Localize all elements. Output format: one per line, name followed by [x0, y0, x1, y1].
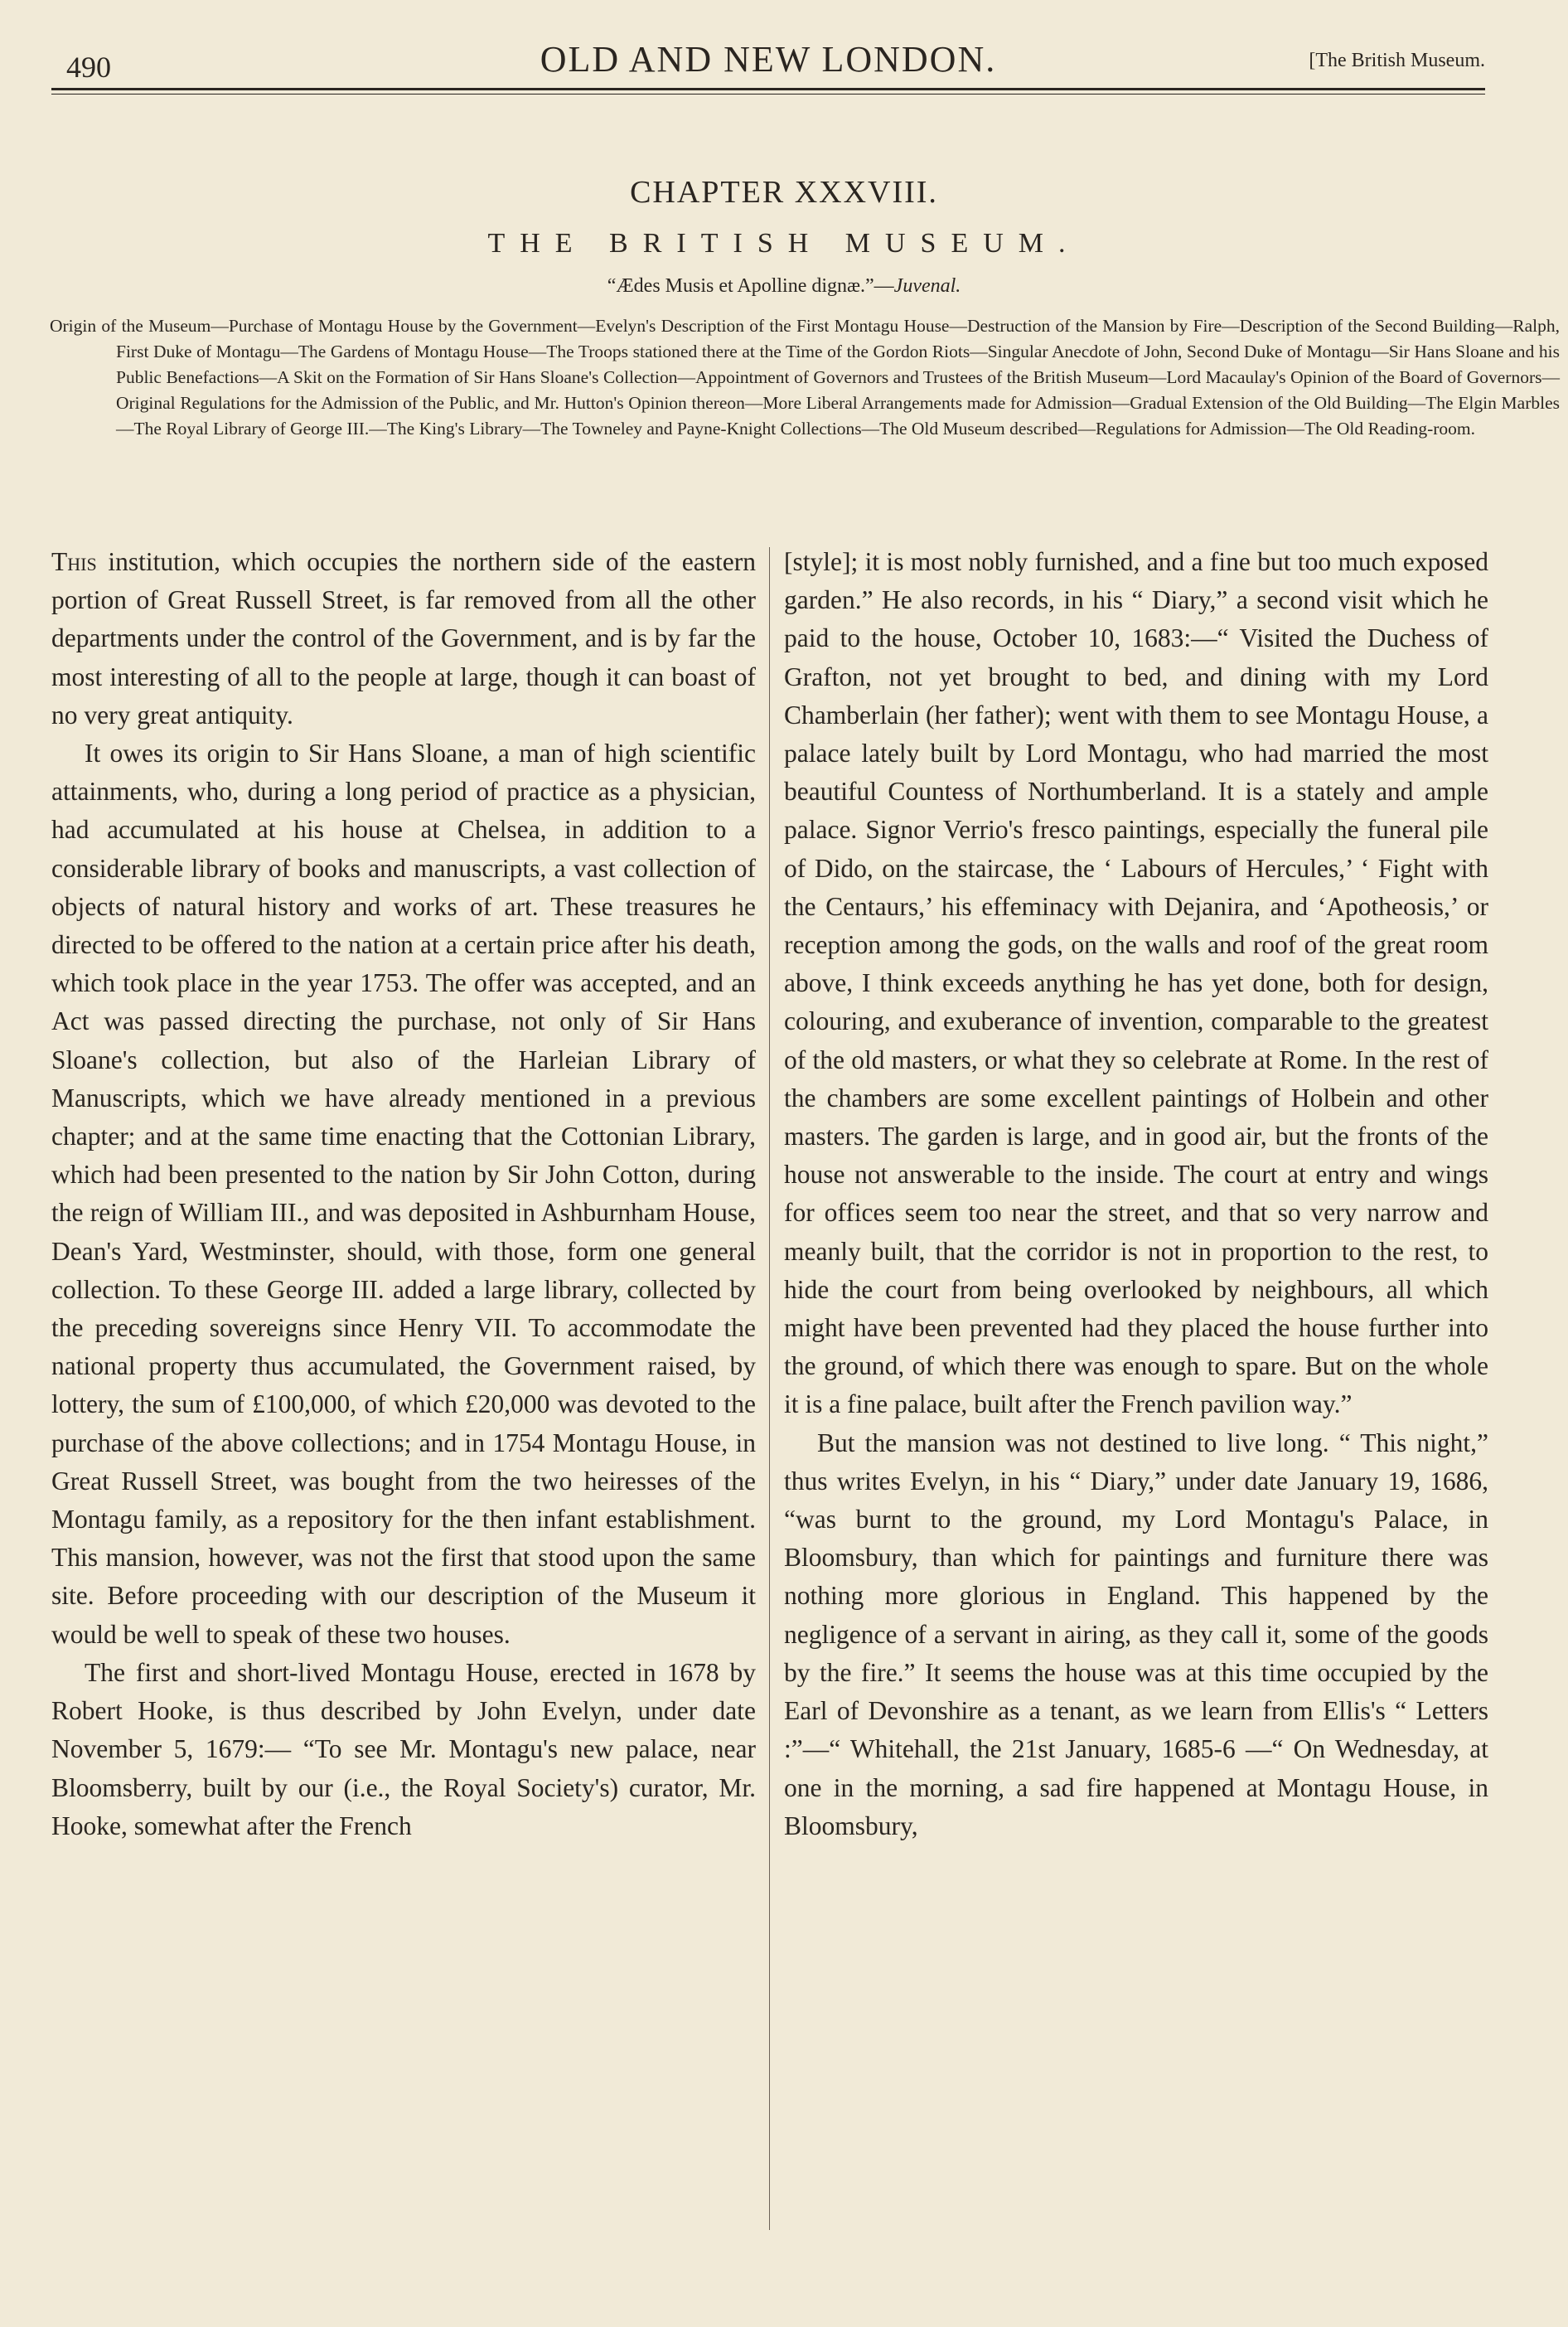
epigraph	[0, 275, 1568, 298]
paragraph-text: institution, which occupies the northern side of the eastern portion of Great Russell Street, is far removed from all the other departments under the control of the Government, and is by far the most interesting of all to the people at large, though it can boast of no very great antiquity.	[51, 547, 756, 730]
epigraph-author: Juvenal.	[893, 275, 961, 297]
running-title: OLD AND NEW LONDON.	[540, 39, 997, 80]
paragraph	[51, 543, 756, 734]
paragraph: It owes its origin to Sir Hans Sloane, a man of high scientific attainments, who, during a long period of practice as a physician, had accumulated at his house at Chelsea, in addition to a considerable library of books and manuscripts, a vast collection of objects of natural history and works of art. These treasures he directed to be offered to the nation at a certain price after his death, which took place in the year 1753. The offer was accepted, and an Act was passed directing the purchase, not only of Sir Hans Sloane's collection, but also of the Harleian Library of Manuscripts, which we have already mentioned in a previous chapter; and at the same time enacting that the Cottonian Library, which had been presented to the nation by Sir John Cotton, during the reign of William III., and was deposited in Ashburnham House, Dean's Yard, Westminster, should, with those, form one general collection. To these George III. added a large library, collected by the preceding sovereigns since Henry VII. To accommodate the national property thus accumulated, the Government raised, by lottery, the sum of £100,000, of which £20,000 was devoted to the purchase of the above collections; and in 1754 Montagu House, in Great Russell Street, was bought from the two heiresses of the Montagu family, as a repository for the then infant establishment. This mansion, however, was not the first that stood upon the same site. Before proceeding with our description of the Museum it would be well to speak of these two houses.	[51, 739, 756, 1649]
chapter-title: THE BRITISH MUSEUM.	[487, 228, 1081, 259]
left-column	[51, 543, 756, 1845]
chapter-number: CHAPTER XXXVIII.	[630, 175, 938, 210]
column-rule	[769, 547, 770, 2230]
paragraph: [style]; it is most nobly furnished, and a fine but too much exposed garden.” He also records, in his “ Diary,” a second visit which he paid to the house, October 10, 1683:—“ Visited the Duchess of Grafton, not yet brought to bed, and dining with my Lord Chamberlain (her father); went with them to see Montagu House, a palace lately built by Lord Montagu, who had married the most beautiful Countess of Northumberland. It is a stately and ample palace. Signor Verrio's fresco paintings, especially the funeral pile of Dido, on the staircase, the ‘ Labours of Hercules,’ ‘ Fight with the Centaurs,’ his effeminacy with Dejanira, and ‘Apotheosis,’ or reception among the gods, on the walls and roof of the great room above, I think exceeds anything he has yet done, both for design, colouring, and exuberance of invention, comparable to the greatest of the old masters, or what they so celebrate at Rome. In the rest of the chambers are some excellent paintings of Holbein and other masters. The garden is large, and in good air, but the fronts of the house not answerable to the inside. The court at entry and wings for offices seem too near the street, and that so very narrow and meanly built, that the corridor is not in proportion to the rest, to hide the court from being overlooked by neighbours, all which might have been prevented had they placed the house further into the ground, of which there was enough to spare. But on the whole it is a fine palace, built after the French pavilion way.”	[784, 547, 1488, 1419]
paragraph: The first and short-lived Montagu House, erected in 1678 by Robert Hooke, is thus described by John Evelyn, under date November 5, 1679:— “To see Mr. Montagu's new palace, near Bloomsberry, built by our (i.e., the Royal Society's) curator, Mr. Hooke, somewhat after the French	[51, 1657, 756, 1840]
paragraph: But the mansion was not destined to live long. “ This night,” thus writes Evelyn, in his “ Diary,” under date January 19, 1686, “was burnt to the ground, my Lord Montagu's Palace, in Bloomsbury, than which for paintings and furniture there was nothing more glorious in England. This happened by the negligence of a servant in airing, as they call it, some of the goods by the fire.” It seems the house was at this time occupied by the Earl of Devonshire as a tenant, as we learn from Ellis's “ Letters :”—“ Whitehall, the 21st January, 1685-6 —“ On Wednesday, at one in the morning, a sad fire happened at Montagu House, in Bloomsbury,	[784, 1428, 1488, 1840]
paragraph-lead: This	[51, 547, 97, 576]
epigraph-quote: “Ædes Musis et Apolline dignæ.”—	[607, 275, 894, 297]
running-head	[51, 33, 1485, 83]
chapter-synopsis: Origin of the Museum—Purchase of Montagu House by the Government—Evelyn's Description of the First Montagu House—Destruction of the Mansion by Fire—Description of the Second Building—Ralph, First Duke of Montagu—The Gardens of Montagu House—The Troops stationed there at the Time of the Gordon Riots—Singular Anecdote of John, Second Duke of Montagu—Sir Hans Sloane and his Public Benefactions—A Skit on the Formation of Sir Hans Sloane's Collection—Appointment of Governors and Trustees of the British Museum—Lord Macaulay's Opinion of the Board of Governors—Original Regulations for the Admission of the Public, and Mr. Hutton's Opinion thereon—More Liberal Arrangements made for Admission—Gradual Extension of the Old Building—The Elgin Marbles—The Royal Library of George III.—The King's Library—The Towneley and Payne-Knight Collections—The Old Museum described—Regulations for Admission—The Old Reading-room.	[50, 316, 1560, 439]
header-rule	[51, 88, 1485, 90]
header-rule-thin	[51, 94, 1485, 95]
page-number: 490	[66, 51, 111, 84]
running-section: [The British Museum.	[1309, 50, 1485, 71]
right-column	[784, 543, 1488, 1845]
